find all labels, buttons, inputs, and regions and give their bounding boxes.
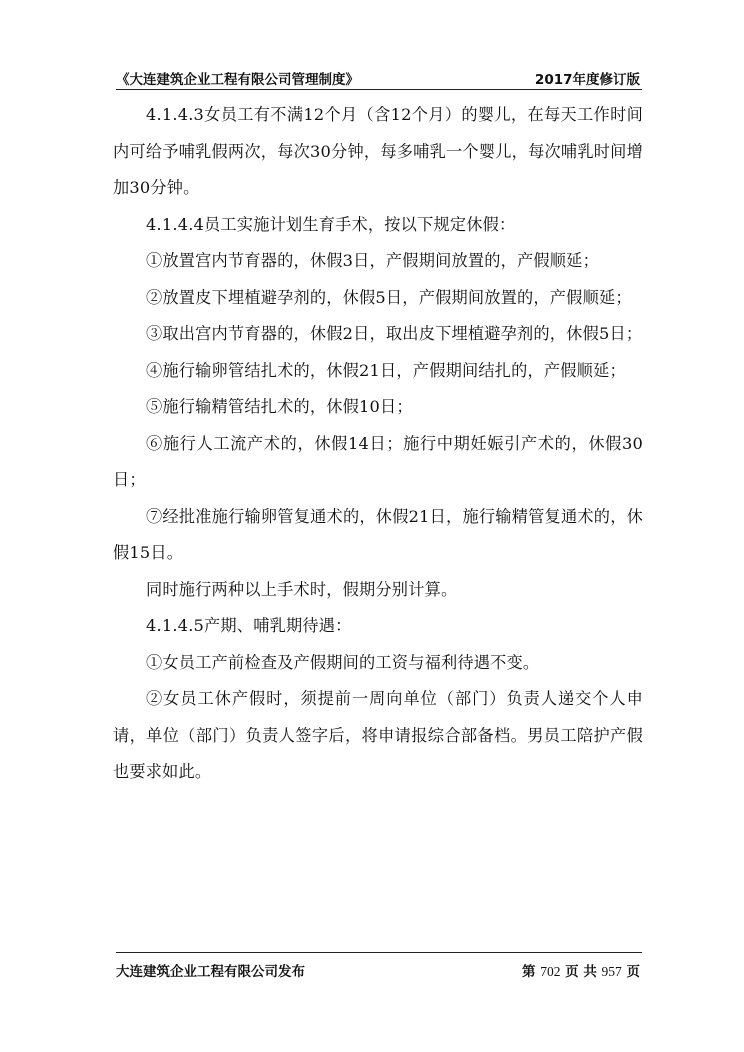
header-divider (116, 89, 642, 90)
document-body (113, 97, 643, 791)
list-item: ②放置皮下埋植避孕剂的，休假5日，产假期间放置的，产假顺延； (146, 287, 632, 307)
paragraph-4-1-4-5: 4.1.4.5产期、哺乳期待遇： (146, 616, 352, 635)
current-page: 702 (540, 964, 561, 979)
page-mid: 页 共 (565, 964, 597, 980)
list-item: ②女员工休产假时，须提前一周向单位（部门）负责人递交个人申请，单位（部门）负责人签字后，将申请报综合部备档。男员工陪护产假也要求如此。 (113, 689, 643, 781)
page-prefix: 第 (521, 964, 536, 980)
list-item: ①放置宫内节育器的，休假3日，产假期间放置的，产假顺延； (146, 251, 599, 270)
total-pages: 957 (601, 964, 622, 979)
document-title: 《大连建筑企业工程有限公司管理制度》 (116, 72, 359, 88)
edition-label: 2017年度修订版 (534, 72, 640, 88)
list-item: ⑤施行输精管结扎术的，休假10日； (146, 397, 413, 416)
footer-divider (116, 952, 642, 953)
page-number (522, 960, 640, 980)
list-item: ④施行输卵管结扎术的，休假21日，产假期间结扎的，产假顺延； (146, 360, 626, 380)
paragraph-4-1-4-4: 4.1.4.4员工实施计划生育手术，按以下规定休假： (146, 214, 516, 234)
list-item: ⑥施行人工流产术的，休假14日；施行中期妊娠引产术的，休假30日； (113, 433, 643, 489)
list-item: ③取出宫内节育器的，休假2日，取出皮下埋植避孕剂的，休假5日； (146, 324, 643, 343)
list-item: ①女员工产前检查及产假期间的工资与福利待遇不变。 (146, 652, 540, 672)
page-footer (116, 958, 640, 980)
list-item: ⑦经批准施行输卵管复通术的，休假21日，施行输精管复通术的，休假15日。 (113, 506, 643, 562)
paragraph-note: 同时施行两种以上手术时，假期分别计算。 (146, 579, 458, 599)
publisher-label: 大连建筑企业工程有限公司发布 (116, 964, 305, 980)
paragraph-4-1-4-3: 4.1.4.3女员工有不满12个月（含12个月）的婴儿，在每天工作时间内可给予哺乳假两次，每次30分钟，每多哺乳一个婴儿，每次哺乳时间增加30分钟。 (113, 105, 643, 197)
page-header (116, 66, 640, 88)
page-suffix: 页 (626, 964, 640, 980)
